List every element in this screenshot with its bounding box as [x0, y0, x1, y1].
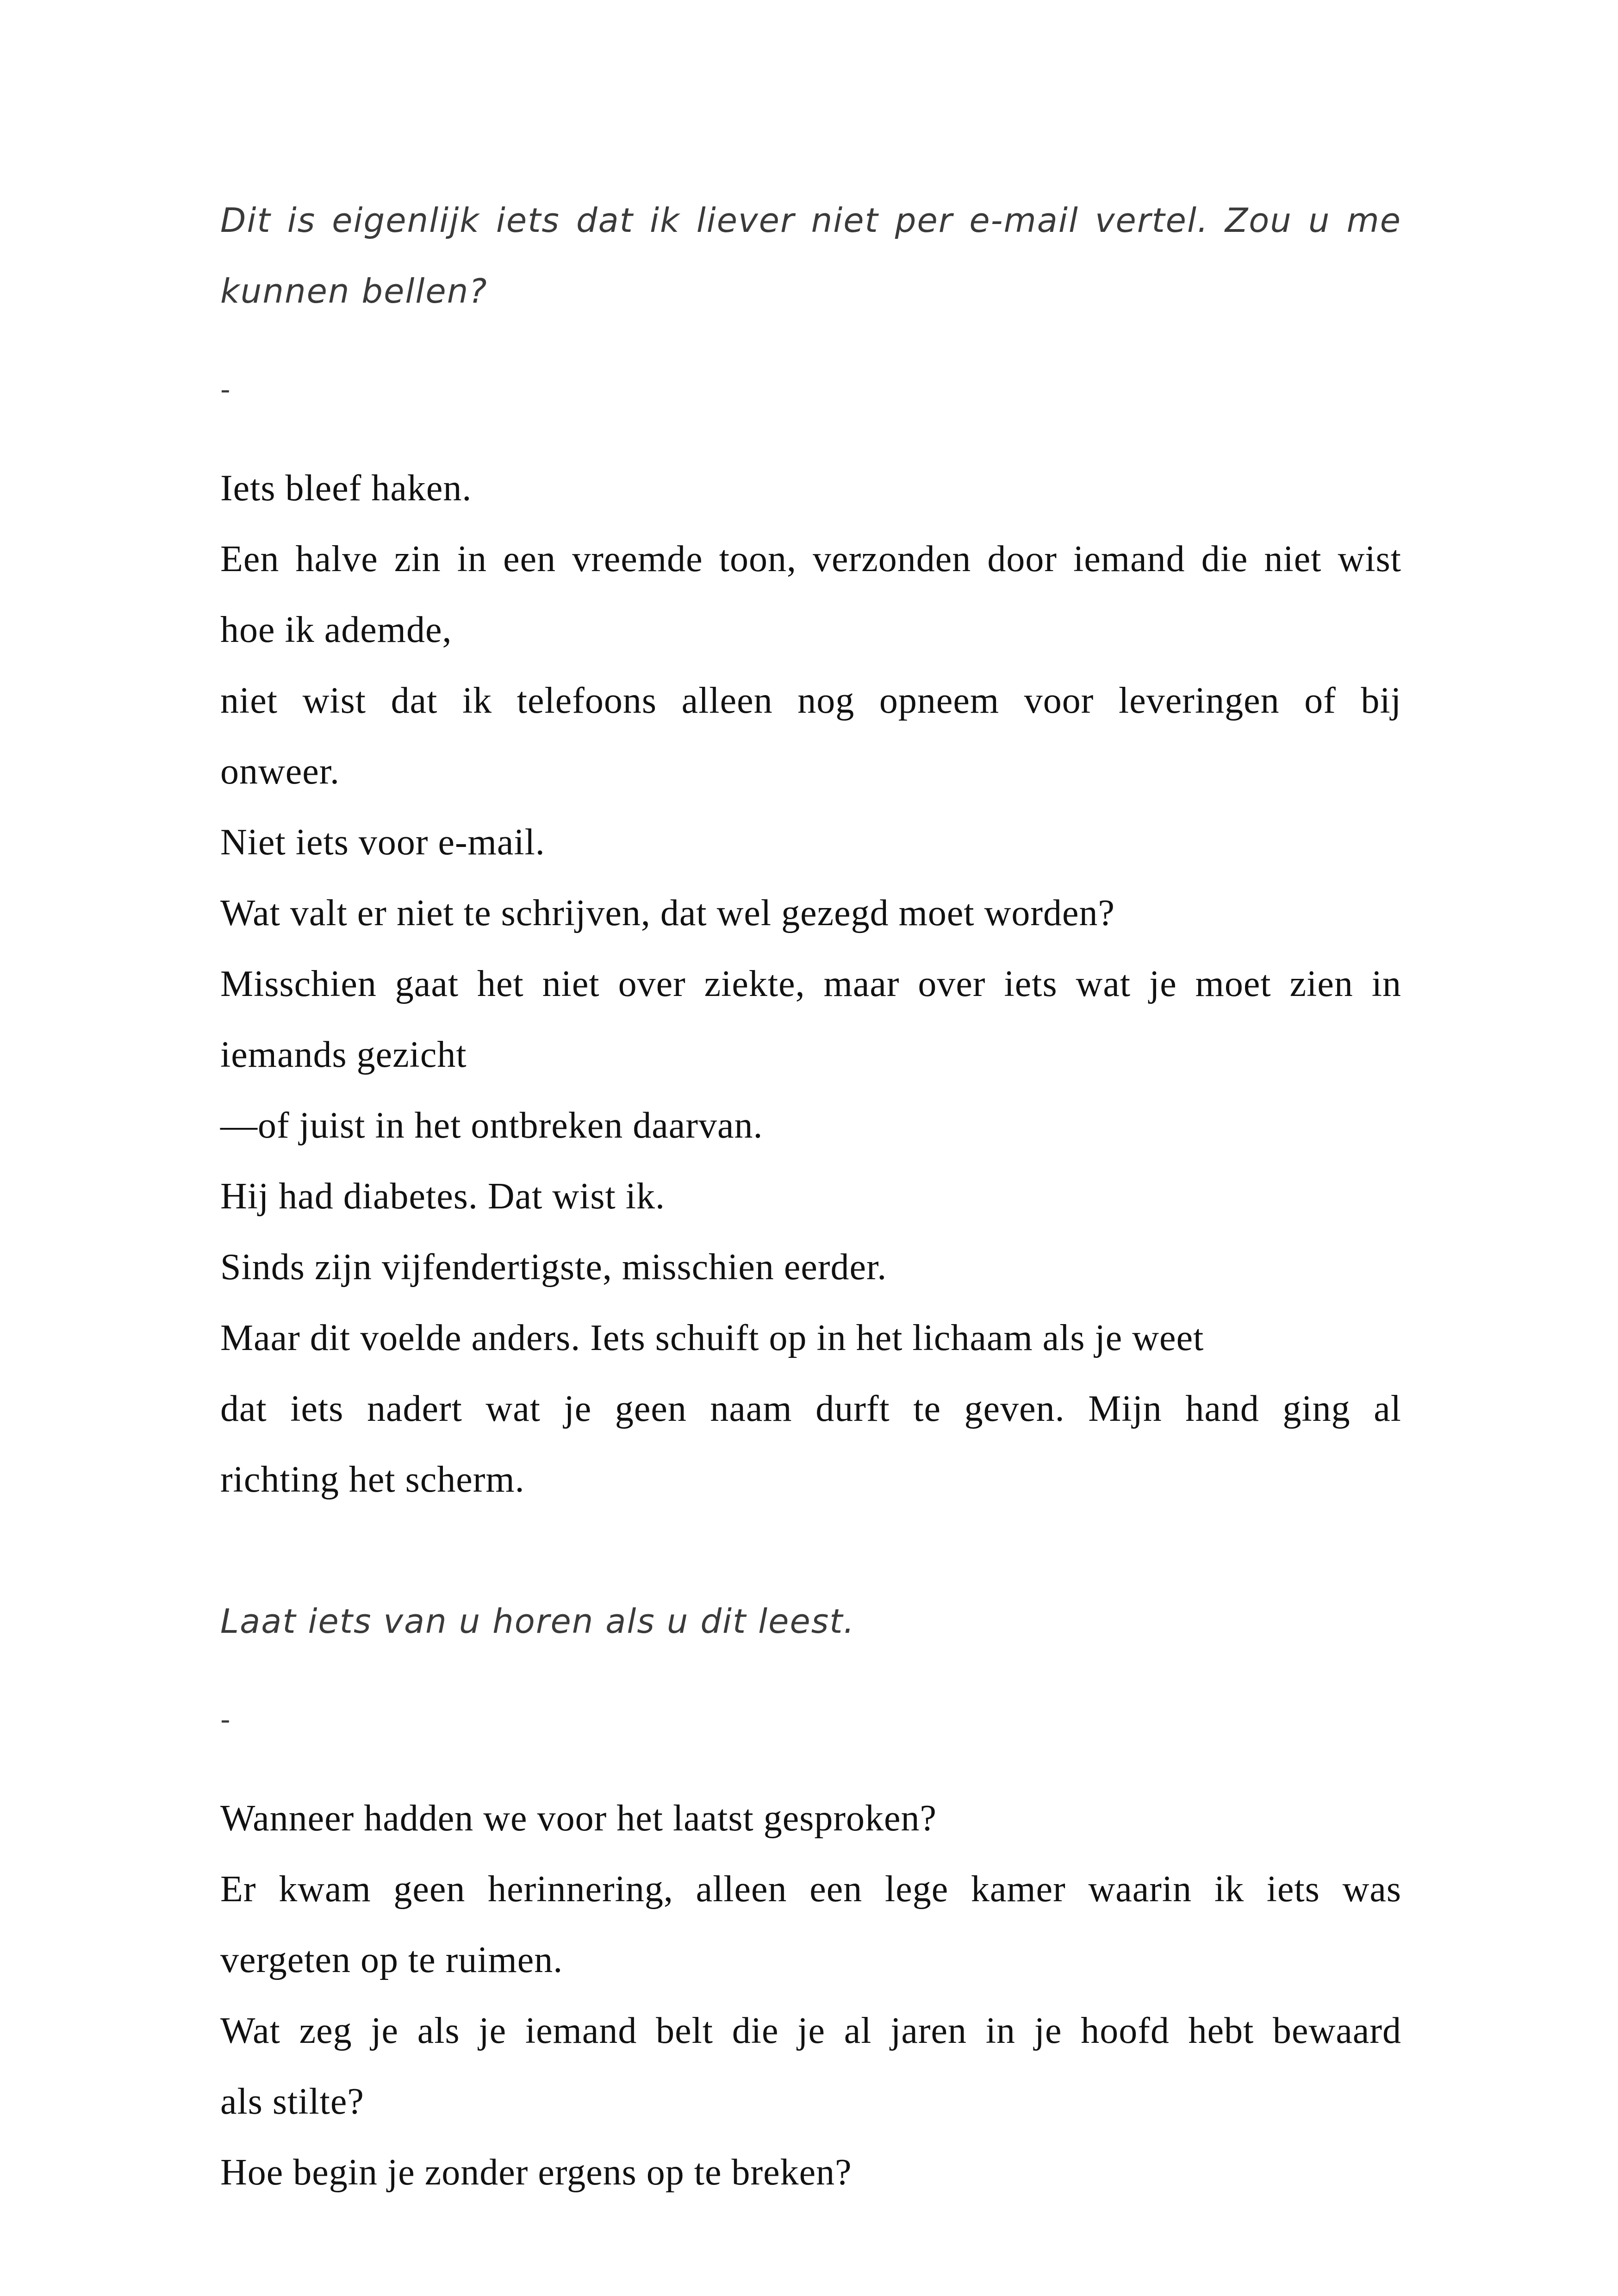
- document-body: [220, 185, 1401, 2208]
- section-gap: [220, 1515, 1401, 1586]
- quoted-email-line: kunnen bellen?: [220, 272, 488, 311]
- quoted-email-line: Dit is eigenlijk iets dat ik liever niet per e-mail vertel. Zou u me: [220, 201, 1401, 240]
- paragraph-line: Hij had diabetes. Dat wist ik.: [220, 1176, 665, 1217]
- paragraph-line: Er kwam geen herinnering, alleen een lege kamer waarin ik iets was: [220, 1869, 1401, 1910]
- paragraph-line: Iets bleef haken.: [220, 468, 472, 509]
- paragraph-line: hoe ik ademde,: [220, 610, 452, 650]
- paragraph-line: Hoe begin je zonder ergens op te breken?: [220, 2152, 852, 2193]
- paragraph-line: Wanneer hadden we voor het laatst gesproken?: [220, 1798, 937, 1839]
- paragraph-line: Wat zeg je als je iemand belt die je al jaren in je hoofd hebt bewaard: [220, 2010, 1401, 2051]
- paragraph-line: als stilte?: [220, 2081, 364, 2122]
- section-separator: -: [220, 1704, 230, 1736]
- paragraph-line: Sinds zijn vijfendertigste, misschien eerder.: [220, 1247, 887, 1288]
- paragraph-line: iemands gezicht: [220, 1034, 467, 1075]
- paragraph-line: niet wist dat ik telefoons alleen nog opneem voor leveringen of bij: [220, 680, 1401, 721]
- paragraph-line: richting het scherm.: [220, 1459, 525, 1500]
- paragraph-line: —of juist in het ontbreken daarvan.: [220, 1105, 763, 1146]
- paragraph-line: Een halve zin in een vreemde toon, verzonden door iemand die niet wist: [220, 539, 1401, 579]
- paragraph-line: dat iets nadert wat je geen naam durft te geven. Mijn hand ging al: [220, 1388, 1401, 1429]
- quoted-email-line: Laat iets van u horen als u dit leest.: [220, 1602, 855, 1641]
- paragraph-line: onweer.: [220, 751, 340, 792]
- paragraph-line: vergeten op te ruimen.: [220, 1940, 563, 1980]
- paragraph-line: Maar dit voelde anders. Iets schuift op in het lichaam als je weet: [220, 1318, 1204, 1358]
- section-separator: -: [220, 373, 230, 406]
- paragraph-line: Misschien gaat het niet over ziekte, maar over iets wat je moet zien in: [220, 964, 1401, 1004]
- paragraph-line: Wat valt er niet te schrijven, dat wel gezegd moet worden?: [220, 893, 1115, 933]
- paragraph-line: Niet iets voor e-mail.: [220, 822, 545, 863]
